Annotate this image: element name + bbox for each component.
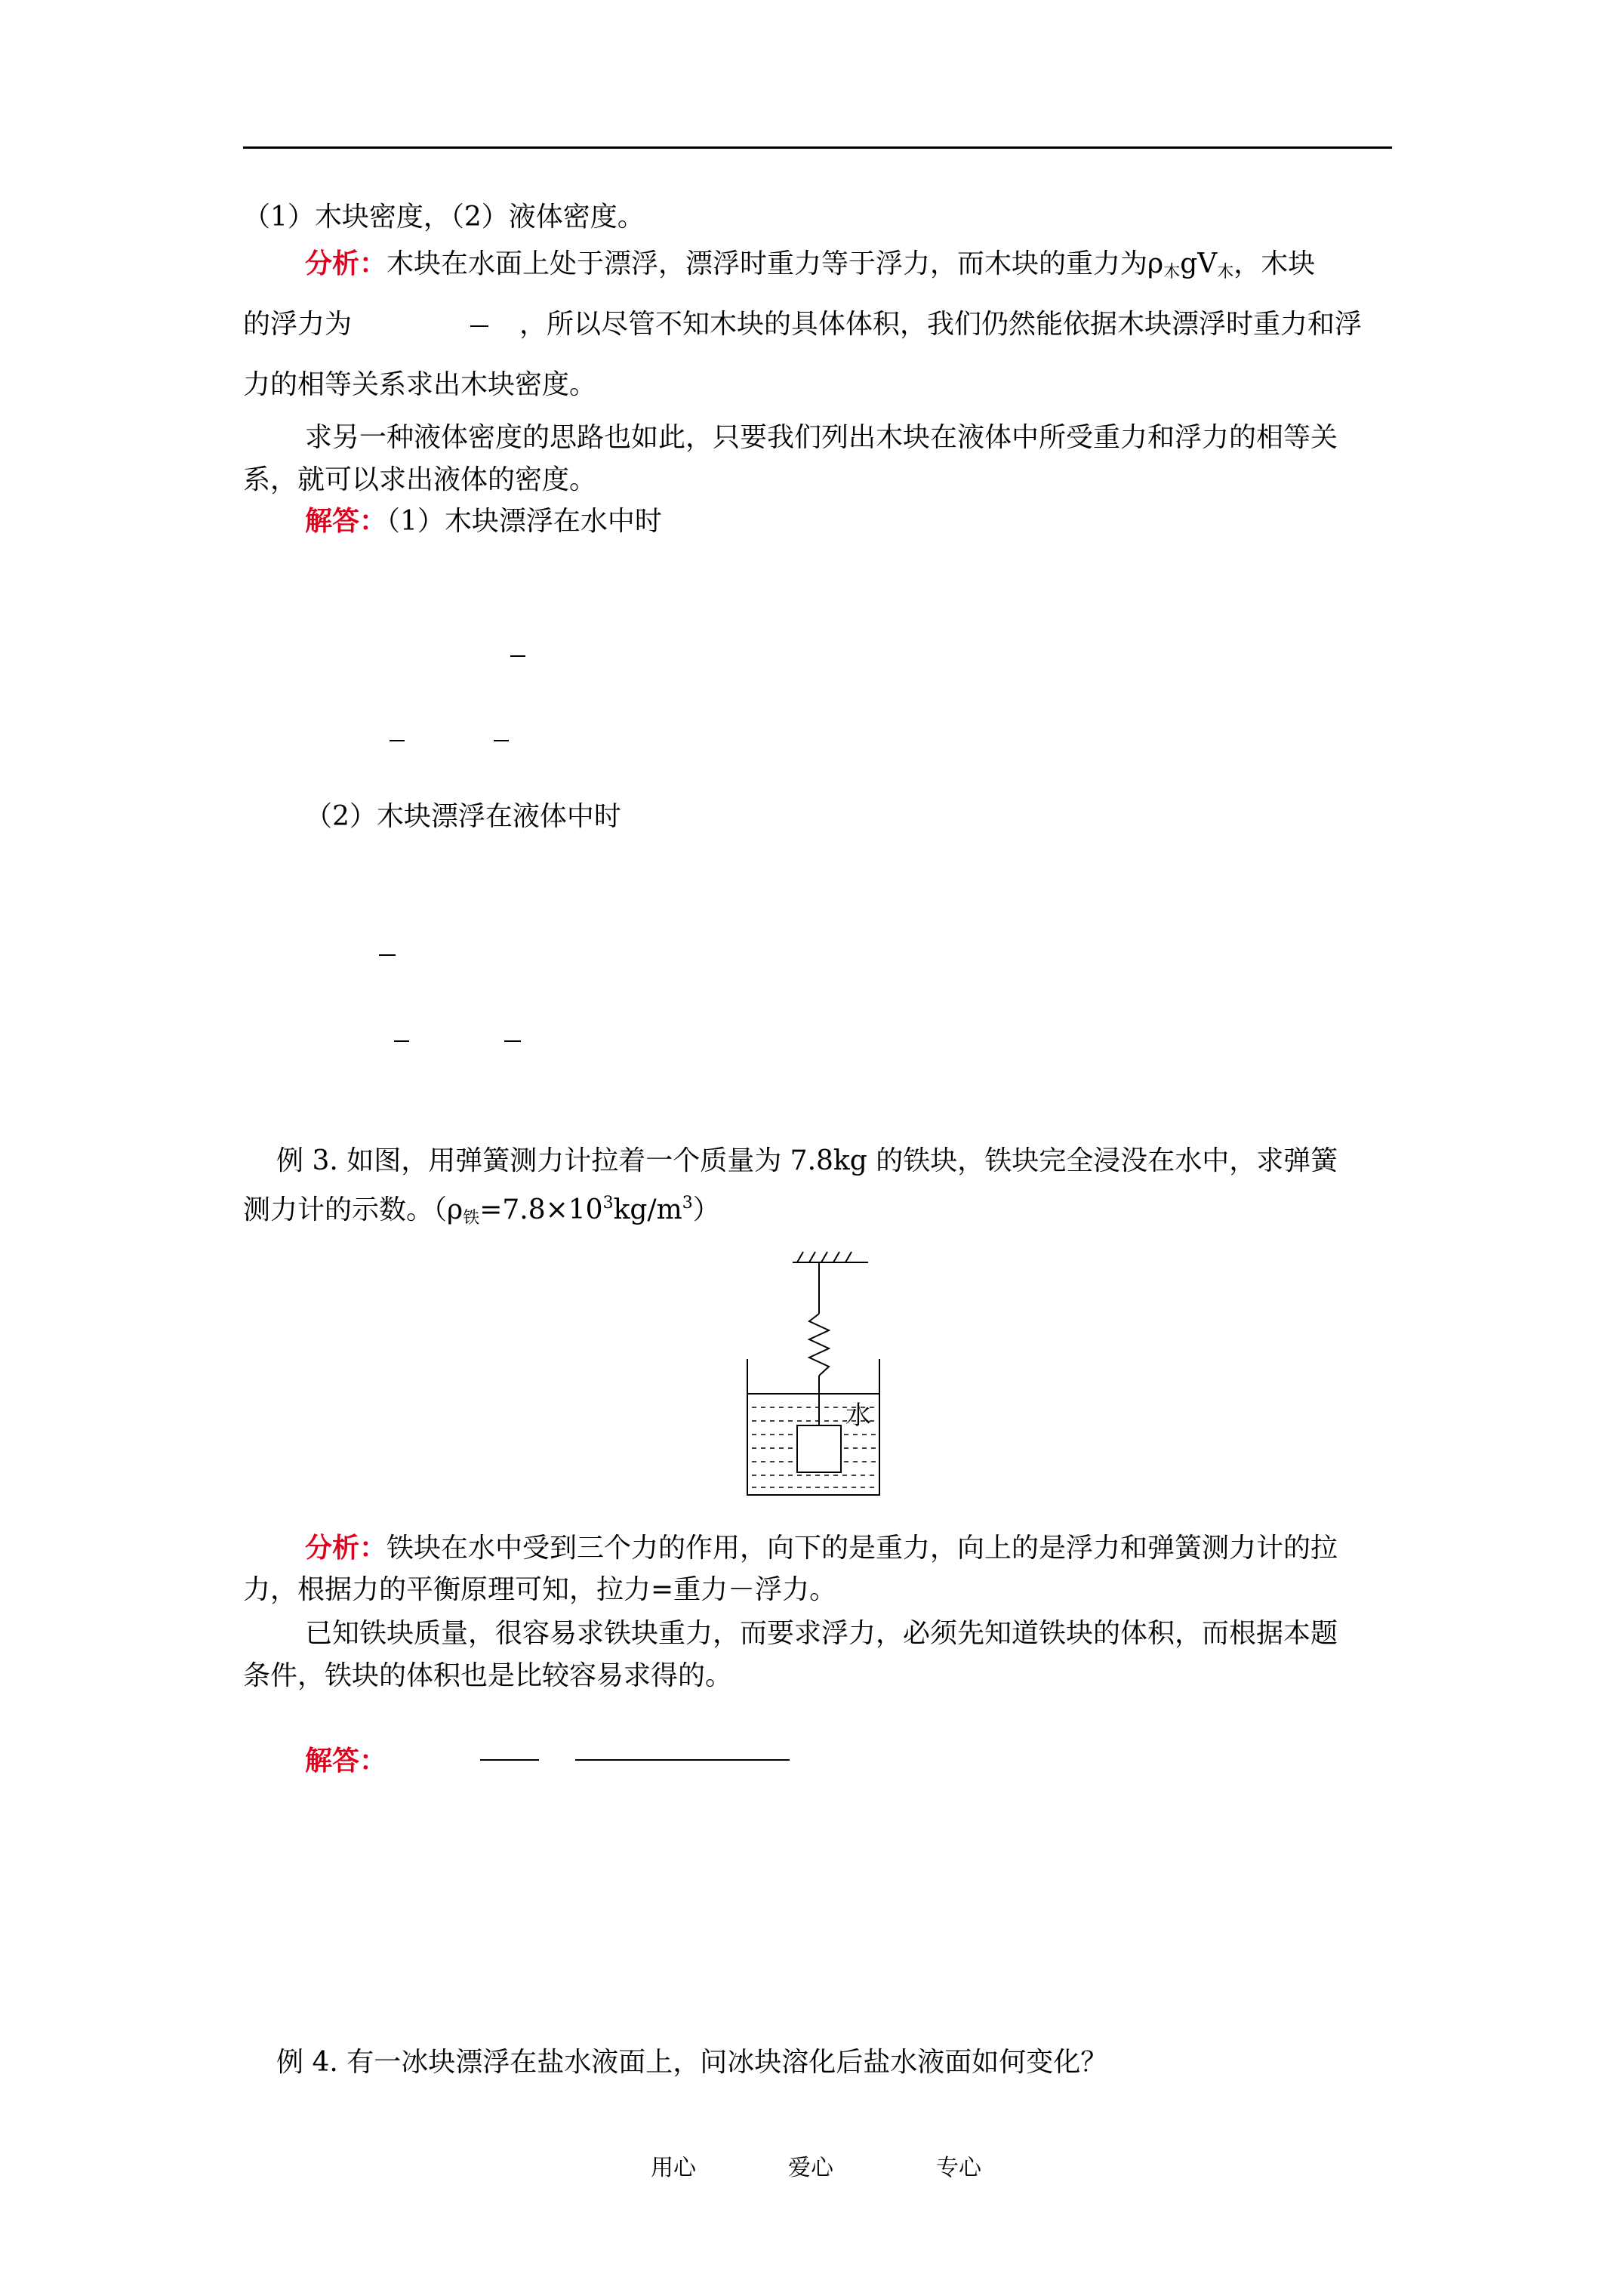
spring-scale-figure [725,1246,891,1502]
formula-fraction-bar [504,1040,521,1042]
solution-3-line [305,1746,387,1777]
solution-label: 解答： [305,505,387,537]
analysis-line-2b: ，所以尽管不知木块的具体体积，我们仍然能依据木块漂浮时重力和浮 [519,309,1363,340]
analysis-label: 分析： [305,1532,387,1564]
formula-fraction-bar [379,954,396,956]
analysis-3-line-2: 力，根据力的平衡原理可知，拉力=重力－浮力。 [243,1574,837,1605]
analysis-line-2a: 的浮力为 [243,309,353,340]
analysis-label: 分析： [305,248,387,279]
example-3-line-1: 例 3. 如图，用弹簧测力计拉着一个质量为 7.8kg 的铁块，铁块完全浸没在水中，求弹簧 [276,1145,1338,1176]
solution-line-1: 解答：（1）木块漂浮在水中时 [305,505,662,537]
header-rule [243,146,1392,149]
formula-fraction-bar [470,325,488,327]
formula-fraction-bar [575,1759,790,1761]
formula-fraction-bar [394,1040,409,1042]
question-line: （1）木块密度，（2）液体密度。 [243,202,645,233]
analysis-line-1: 分析：木块在水面上处于漂浮，漂浮时重力等于浮力，而木块的重力为$\rho_木gV_木$，木块 [305,248,1316,282]
formula-fraction-bar [480,1759,539,1761]
example-4-line: 例 4. 有一冰块漂浮在盐水液面上，问冰块溶化后盐水液面如何变化？ [276,2047,1108,2078]
analysis-line-5: 系，就可以求出液体的密度。 [243,464,597,495]
solution-line-2: （2）木块漂浮在液体中时 [305,801,621,832]
analysis-line-4: 求另一种液体密度的思路也如此，只要我们列出木块在液体中所受重力和浮力的相等关 [305,422,1338,453]
analysis-3-line-3: 已知铁块质量，很容易求铁块重力，而要求浮力，必须先知道铁块的体积，而根据本题 [305,1618,1338,1649]
formula-fraction-bar [390,740,405,741]
solution-label: 解答： [305,1745,387,1777]
analysis-3-line-1: 分析：铁块在水中受到三个力的作用，向下的是重力，向上的是浮力和弹簧测力计的拉 [305,1532,1338,1564]
formula-fraction-bar [510,655,525,657]
footer-word-2: 爱心 [788,2155,833,2181]
formula-fraction-bar [494,740,509,741]
figure-water-label: 水 [845,1401,871,1431]
analysis-3-line-4: 条件，铁块的体积也是比较容易求得的。 [243,1660,733,1691]
example-3-line-2: 测力计的示数。$(\rho_铁=7.8\times 10^3kg/m^3)$ [243,1194,720,1228]
analysis-line-3: 力的相等关系求出木块密度。 [243,369,597,400]
footer-word-3: 专心 [936,2155,981,2181]
footer-word-1: 用心 [651,2155,696,2181]
